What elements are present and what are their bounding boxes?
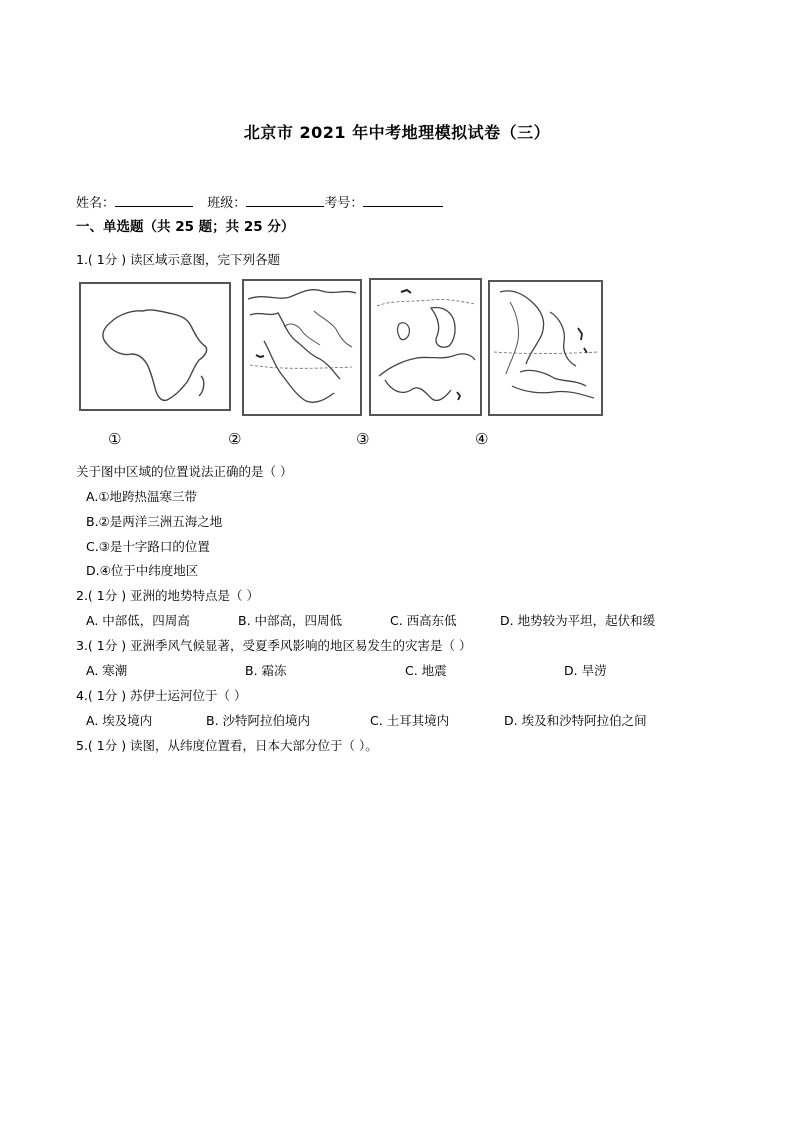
africa-map-icon	[79, 282, 231, 411]
id-label: 考号：	[324, 196, 364, 211]
question-4-stem: 4.( 1分 ) 苏伊士运河位于（ ）	[76, 688, 247, 703]
q4-option-b[interactable]: B. 沙特阿拉伯境内	[206, 713, 311, 728]
q2-option-d[interactable]: D. 地势较为平坦，起伏和缓	[500, 613, 656, 628]
q1-option-d[interactable]: D.④位于中纬度地区	[86, 563, 199, 578]
middle-east-map-icon	[242, 279, 362, 416]
q3-option-b[interactable]: B. 霜冻	[245, 663, 287, 678]
q3-option-c[interactable]: C. 地震	[405, 663, 447, 678]
europe-map-icon	[369, 278, 482, 416]
q1-option-c[interactable]: C.③是十字路口的位置	[86, 539, 210, 554]
q4-option-c[interactable]: C. 土耳其境内	[370, 713, 450, 728]
question-1-stem: 1.( 1分 ) 读区域示意图，完下列各题	[76, 252, 281, 267]
q2-option-c[interactable]: C. 西高东低	[390, 613, 457, 628]
q1-option-a[interactable]: A.①地跨热温寒三带	[86, 489, 198, 504]
map-label-3: ③	[356, 430, 370, 448]
question-3-stem: 3.( 1分 ) 亚洲季风气候显著，受夏季风影响的地区易发生的灾害是（ ）	[76, 638, 472, 653]
q3-option-a[interactable]: A. 寒潮	[86, 663, 128, 678]
southeast-asia-map-icon	[488, 280, 603, 416]
page-title: 北京市 2021 年中考地理模拟试卷（三）	[243, 123, 551, 142]
question-2-stem: 2.( 1分 ) 亚洲的地势特点是（ ）	[76, 588, 260, 603]
q4-option-a[interactable]: A. 埃及境内	[86, 713, 153, 728]
id-blank[interactable]	[363, 194, 443, 207]
name-blank[interactable]	[115, 194, 193, 207]
map-label-1: ①	[108, 430, 122, 448]
student-info	[76, 192, 443, 211]
question-1-sub: 关于图中区域的位置说法正确的是（ ）	[76, 464, 293, 479]
q2-option-b[interactable]: B. 中部高，四周低	[238, 613, 343, 628]
class-blank[interactable]	[246, 194, 324, 207]
map-label-4: ④	[475, 430, 489, 448]
class-label: 班级：	[207, 196, 247, 211]
name-label: 姓名：	[76, 196, 116, 211]
q4-option-d[interactable]: D. 埃及和沙特阿拉伯之间	[504, 713, 647, 728]
q1-option-b[interactable]: B.②是两洋三洲五海之地	[86, 514, 223, 529]
q2-option-a[interactable]: A. 中部低，四周高	[86, 613, 190, 628]
q3-option-d[interactable]: D. 旱涝	[564, 663, 607, 678]
question-5-stem: 5.( 1分 ) 读图，从纬度位置看，日本大部分位于（ ）。	[76, 738, 378, 753]
section-heading: 一、单选题（共 25 题；共 25 分）	[76, 219, 295, 235]
map-label-2: ②	[228, 430, 242, 448]
